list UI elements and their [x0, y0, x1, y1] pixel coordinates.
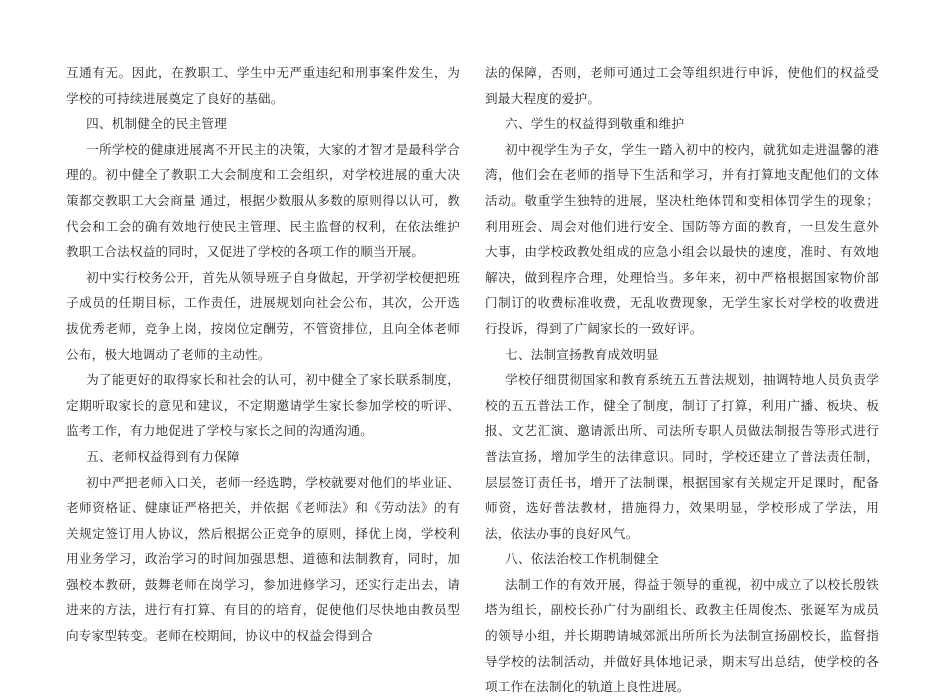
paragraph: 初中视学生为子女，学生一踏入初中的校内，就犹如走进温馨的港湾，他们会在老师的指导下生活和学习，并有打算地支配他们的文体活动。敬重学生独特的进展，坚决杜绝体罚和变相体罚学生的现象；利用班会、周会对他们进行安全、国防等方面的教育，一旦发生意外大事，由学校政教处组成的应急小组会以最快的速度，准时、有效地解决，做到程序合理，处理恰当。多年来，初中严格根据国家物价部门制订的收费标准收费，无乱收费现象，无学生家长对学校的收费进行投诉，得到了广阔家长的一致好评。	[485, 141, 879, 336]
section-heading: 七、法制宣扬教育成效明显	[505, 346, 659, 362]
section-heading: 五、老师权益得到有力保障	[86, 448, 240, 464]
section-heading: 六、学生的权益得到敬重和维护	[505, 116, 685, 132]
paragraph: 为了能更好的取得家长和社会的认可，初中健全了家长联系制度，定期听取家长的意见和建议，不定期邀请学生家长参加学校的听评、监考工作，有力地促进了学校与家长之间的沟通沟通。	[66, 372, 460, 439]
section-heading: 四、机制健全的民主管理	[86, 116, 227, 132]
section-heading: 八、依法治校工作机制健全	[505, 551, 659, 567]
paragraph: 一所学校的健康进展离不开民主的决策，大家的才智才是最科学合理的。初中健全了教职工大会制度和工会组织，对学校进展的重大决策都交教职工大会商量 通过，根据少数服从多数的原则得以认可，教代会和工会的确有效地行使民主管理、民主监督的权利，在依法维护教职工合法权益的同时，又促进了学校的各项工作的顺当开展。	[66, 141, 460, 260]
paragraph: 法制工作的有效开展，得益于领导的重视，初中成立了以校长殷铁塔为组长，副校长孙广付为副组长、政教主任周俊杰、张诞军为成员的领导小组，并长期聘请城郊派出所所长为法制宣扬副校长，监督指导学校的法制活动，并做好具体地记录，期末写出总结，使学校的各项工作在法制化的轨道上良性进展。	[485, 576, 879, 695]
paragraph: 学校仔细贯彻国家和教育系统五五普法规划，抽调特地人员负责学校的五五普法工作，健全了制度，制订了打算，利用广播、板块、板报、文艺汇演、邀请派出所、司法所专职人员做法制报告等形式进行普法宣扬，增加学生的法律意识。同时，学校还建立了普法责任制，层层签订责任书，增开了法制课，根据国家有关规定开足课时，配备师资，选好普法教材，措施得力，效果明显，学校形成了学法，用法，依法办事的良好风气。	[485, 372, 879, 541]
paragraph: 法的保障，否则，老师可通过工会等组织进行申诉，使他们的权益受到最大程度的爱护。	[485, 65, 879, 106]
right-column	[485, 60, 879, 700]
paragraph: 初中实行校务公开，首先从领导班子自身做起，开学初学校便把班子成员的任期目标，工作责任，进展规划向社会公布，其次，公开选拔优秀老师，竞争上岗，按岗位定酬劳，不管资排位，且向全体老师公布，极大地调动了老师的主动性。	[66, 269, 460, 362]
left-column	[66, 60, 460, 649]
paragraph: 初中严把老师入口关，老师一经选聘，学校就要对他们的毕业证、老师资格证、健康证严格把关，并依据《老师法》和《劳动法》的有关规定签订用人协议，然后根据公正竞争的原则，择优上岗，学校利用业务学习，政治学习的时间加强思想、道德和法制教育，同时，加强校本教研，鼓舞老师在岗学习，参加进修学习，还实行走出去，请进来的方法，进行有打算、有目的的培育，促使他们尽快地由教员型向专家型转变。老师在校期间，协议中的权益会得到合	[66, 474, 460, 644]
paragraph: 互通有无。因此，在教职工、学生中无严重违纪和刑事案件发生，为学校的可持续进展奠定了良好的基础。	[66, 65, 460, 106]
